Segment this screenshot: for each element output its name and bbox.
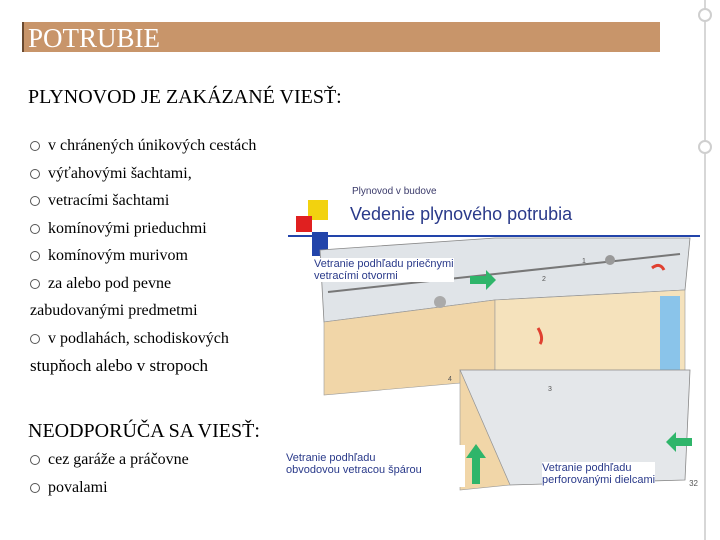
list-item: v podlahách, schodiskových stupňoch alebo v stropoch — [30, 329, 229, 375]
figure-label-4: 4 — [448, 376, 452, 383]
bullet-icon — [30, 251, 40, 261]
list-item: komínovým murivom — [30, 242, 330, 270]
list-item: povalami — [30, 474, 290, 502]
title-bar — [22, 22, 660, 52]
figure-label-2: 2 — [542, 276, 546, 283]
decorative-right-line — [704, 0, 706, 540]
bullet-icon — [30, 224, 40, 234]
figure-label-3: 3 — [548, 386, 552, 393]
figure-header-large: Vedenie plynového potrubia — [350, 204, 573, 224]
pipe-valve — [605, 255, 615, 265]
bullet-icon — [30, 169, 40, 179]
bullet-icon — [30, 455, 40, 465]
not-recommended-list — [30, 446, 290, 501]
page-number: 32 — [689, 479, 698, 488]
decorative-circle-top — [698, 8, 712, 22]
pipe-ventilation-figure — [280, 180, 700, 500]
decorative-circle-mid — [698, 140, 712, 154]
upper-window — [660, 296, 680, 376]
figure-label-1: 1 — [582, 258, 586, 265]
slide-title: POTRUBIE — [28, 23, 161, 53]
list-item: za alebo pod pevne zabudovanými predmetmi — [30, 274, 198, 319]
heading-not-recommended: NEODPORÚČA SA VIESŤ: — [28, 420, 260, 442]
bullet-icon — [30, 279, 40, 289]
heading-forbidden: PLYNOVOD JE ZAKÁZANÉ VIESŤ: — [28, 86, 342, 108]
list-item: cez garáže a práčovne — [30, 446, 290, 474]
list-item: komínovými prieduchmi — [30, 215, 330, 243]
caption-perforated-panels: Vetranie podhľadu perforovanými dielcami — [542, 462, 656, 486]
list-item: výťahovými šachtami, — [30, 160, 330, 188]
bullet-icon — [30, 196, 40, 206]
bullet-icon — [30, 141, 40, 151]
upper-right-wall — [495, 290, 685, 380]
caption-cross-vents: Vetranie podhľadu priečnymi vetracími otvormi — [314, 258, 454, 282]
figure-header-small: Plynovod v budove — [352, 186, 437, 197]
caption-perimeter-slot: Vetranie podhľadu obvodovou vetracou špárou — [286, 452, 422, 476]
bullet-icon — [30, 483, 40, 493]
bullet-icon — [30, 334, 40, 344]
ceiling-lamp — [434, 296, 446, 308]
logo-square-red — [296, 216, 312, 232]
list-item: vetracími šachtami — [30, 187, 330, 215]
list-item: v chránených únikových cestách — [30, 132, 330, 160]
